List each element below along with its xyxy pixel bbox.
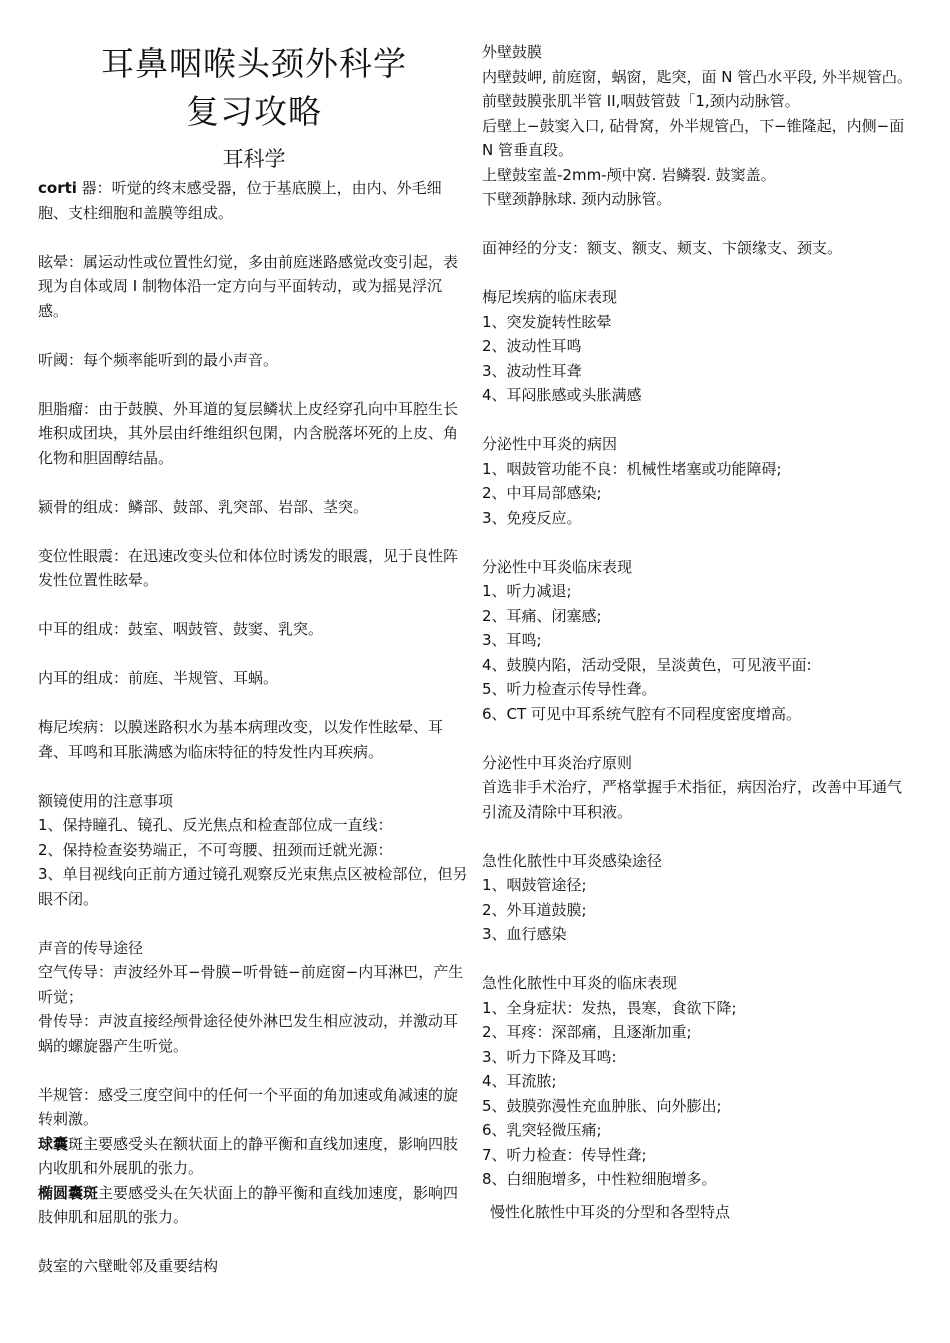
list-item: 1、咽鼓管功能不良：机械性堵塞或功能障碍;	[482, 459, 782, 478]
corti-definition	[38, 176, 470, 225]
head-mirror-heading: 额镜使用的注意事项	[38, 791, 174, 810]
facial-nerve-branches: 面神经的分支：额支、额支、颊支、卞颌缘支、颈支。	[482, 239, 843, 257]
list-item: 4、耳闷胀感或头胀满感	[482, 386, 642, 404]
air-conduction-text: 空气传导：声波经外耳−骨膜−听骨链−前庭窗−内耳淋巴，产生听觉；	[38, 963, 464, 1006]
list-item: 2、中耳局部感染;	[482, 484, 602, 502]
sound-conduction-heading: 声音的传导途径	[38, 938, 144, 957]
positional-nystagmus-definition: 变位性眼震：在迅速改变头位和体位时诱发的眼震，见于良性阵发性位置性眩晕。	[38, 546, 459, 589]
tympanic-wall-item: 内壁鼓岬, 前庭窗，蜗窗，匙突，面 N 管凸水平段, 外半规管凸。	[482, 67, 912, 86]
list-item: 1、全身症状：发热，畏寒，食欲下降;	[482, 998, 737, 1017]
bone-conduction-text: 骨传导：声波直接经颅骨途径使外淋巴发生相应波动，并激动耳蜗的螺旋器产生听觉。	[38, 1012, 459, 1055]
asom-route-heading: 急性化脓性中耳炎感染途径	[482, 851, 663, 870]
list-item: 3、免疫反应。	[482, 508, 582, 527]
list-item: 3、耳鸣;	[482, 631, 542, 649]
som-treatment-heading: 分泌性中耳炎治疗原则	[482, 753, 633, 772]
list-item: 3、血行感染	[482, 925, 567, 943]
list-item: 3、单目视线向正前方通过镜孔观察反光束焦点区被检部位，但另眼不闭。	[38, 865, 468, 908]
tympanic-wall-item: 下壁颈静脉球. 颈内动脉管。	[482, 190, 672, 208]
corti-term: corti	[38, 179, 77, 197]
list-item: 6、CT 可见中耳系统气腔有不同程度密度增高。	[482, 704, 801, 723]
left-column	[38, 40, 470, 1279]
saccule-term: 球囊	[38, 1134, 69, 1153]
list-item: 5、听力检查示传导性聋。	[482, 680, 657, 698]
middle-ear-composition: 中耳的组成：鼓室、咽鼓管、鼓窦、乳突。	[38, 620, 324, 638]
meniere-clinical-heading: 梅尼埃病的临床表现	[482, 288, 618, 306]
utricle-term: 椭圆囊斑	[38, 1183, 99, 1202]
list-item: 2、耳痛、闭塞感;	[482, 606, 602, 625]
tympanic-wall-item: 上壁鼓室盖-2mm-颅中窝. 岩鳞裂. 鼓窦盖。	[482, 165, 776, 184]
tympanic-wall-item: 外壁鼓膜	[482, 43, 543, 61]
list-item: 6、乳突轻微压痛;	[482, 1121, 602, 1139]
list-item: 2、波动性耳鸣	[482, 337, 582, 355]
saccule-text	[38, 1132, 470, 1181]
list-item: 3、听力下降及耳鸣:	[482, 1047, 617, 1066]
temporal-bone-composition: 颍骨的组成：鳞部、鼓部、乳突部、岩部、茎突。	[38, 497, 369, 516]
list-item: 4、耳流脓;	[482, 1072, 557, 1090]
semicircular-canal-text: 半规管：感受三度空间中的任何一个平面的角加速或角减速的旋转刺激。	[38, 1085, 459, 1128]
right-column	[482, 40, 914, 1224]
csom-heading: 慢性化脓性中耳炎的分型和各型特点	[490, 1202, 731, 1221]
saccule-description: 斑主要感受头在额状面上的静平衡和直线加速度，影响四肢内收肌和外展肌的张力。	[38, 1134, 459, 1177]
list-item: 1、突发旋转性眩晕	[482, 312, 612, 331]
list-item: 2、保持检查姿势端正，不可弯腰、扭颈而迁就光源：	[38, 840, 393, 859]
vertigo-definition: 眩晕：属运动性或位置性幻觉，多由前庭迷路感觉改变引起，表现为自体或周 I 制物体沿一定方向与平面转动，或为摇晃浮沉感。	[38, 252, 459, 320]
tympanic-walls-heading: 鼓室的六壁毗邻及重要结构	[38, 1257, 219, 1275]
corti-text: 器：听觉的终末感受器，位于基底膜上，由内、外毛细胞、支柱细胞和盖膜等组成。	[38, 179, 442, 222]
list-item: 7、听力检查：传导性聋;	[482, 1145, 647, 1164]
utricle-description: 主要感受头在矢状面上的静平衡和直线加速度，影响四肢伸肌和屈肌的张力。	[38, 1183, 459, 1226]
list-item: 8、白细胞增多，中性粒细胞增多。	[482, 1170, 717, 1188]
asom-clinical-heading: 急性化脓性中耳炎的临床表现	[482, 974, 678, 992]
document-title-line1: 耳鼻咽喉头颈外科学	[101, 44, 407, 83]
inner-ear-composition: 内耳的组成：前庭、半规管、耳蜗。	[38, 669, 279, 687]
cholesteatoma-definition: 胆脂瘤：由于鼓膜、外耳道的复层鳞状上皮经穿孔向中耳腔生长堆积成团块，其外层由纤维组织包閑，内含脱落坏死的上皮、角化物和胆固醇结晶。	[38, 399, 459, 467]
som-clinical-heading: 分泌性中耳炎临床表现	[482, 557, 633, 576]
list-item: 1、保持瞳孔、镜孔、反光焦点和检查部位成一直线：	[38, 816, 393, 834]
list-item: 5、鼓膜弥漫性充血肿胀、向外膨出;	[482, 1096, 722, 1115]
som-treatment-text: 首选非手术治疗，严格掌握手术指征，病因治疗，改善中耳通气引流及清除中耳积液。	[482, 778, 903, 821]
meniere-definition: 梅尼埃病：以膜迷路积水为基本病理改变，以发作性眩晕、耳聋、耳鸣和耳胀满感为临床特征的特发性内耳疾病。	[38, 718, 444, 761]
som-cause-heading: 分泌性中耳炎的病因	[482, 435, 618, 453]
tympanic-wall-item: 前壁鼓膜张肌半管 II,咽鼓管鼓「1,颈内动脉管。	[482, 92, 800, 110]
utricle-text	[38, 1181, 470, 1230]
list-item: 4、鼓膜内陷，活动受限，呈淡黄色，可见液平面:	[482, 655, 812, 674]
list-item: 3、波动性耳聋	[482, 361, 582, 380]
list-item: 2、耳疼：深部痛，且逐渐加重;	[482, 1023, 692, 1041]
document-title-line2: 复习攻略	[186, 92, 322, 131]
list-item: 2、外耳道鼓膜;	[482, 900, 587, 919]
list-item: 1、听力减退;	[482, 582, 572, 600]
section-heading-otology: 耳科学	[222, 147, 286, 171]
tympanic-wall-item: 后壁上−鼓窦入口, 砧骨窝，外半规管凸，下−锥隆起，内侧−面 N 管垂直段。	[482, 116, 905, 159]
threshold-definition: 听阈：每个频率能听到的最小声音。	[38, 350, 279, 369]
list-item: 1、咽鼓管途径;	[482, 876, 587, 894]
